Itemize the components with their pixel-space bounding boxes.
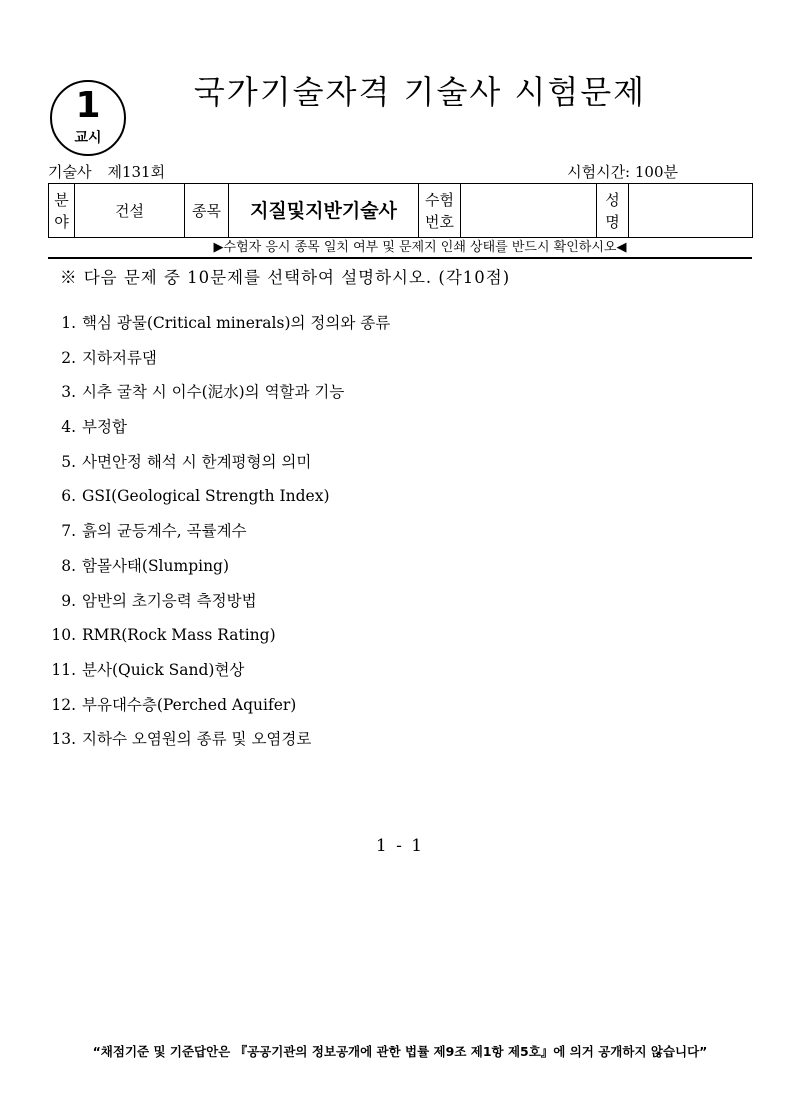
question-item xyxy=(44,728,390,763)
question-text: 부유대수층(Perched Aquifer) xyxy=(82,695,297,714)
question-number: 4. xyxy=(61,418,76,437)
field-label-text: 분 야 xyxy=(54,190,69,231)
page-title: 국가기술자격 기술사 시험문제 xyxy=(193,73,647,111)
question-text: 시추 굴착 시 이수(泥水)의 역할과 기능 xyxy=(82,383,345,402)
question-number: 3. xyxy=(61,383,76,402)
exam-time: 시험시간: 100분 xyxy=(567,163,678,181)
question-text: 함몰사태(Slumping) xyxy=(82,556,230,575)
period-label: 교시 xyxy=(74,130,102,146)
question-item xyxy=(44,624,390,659)
item-value: 지질및지반기술사 xyxy=(229,184,419,238)
question-number: 2. xyxy=(61,348,76,367)
question-text: 지하수 오염원의 종류 및 오염경로 xyxy=(82,730,312,749)
question-item xyxy=(44,555,390,590)
question-number: 10. xyxy=(51,626,76,645)
question-item xyxy=(44,659,390,694)
question-number: 5. xyxy=(61,452,76,471)
question-item xyxy=(44,381,390,416)
exam-number-label-text: 수험 번호 xyxy=(425,190,454,231)
question-number: 8. xyxy=(61,556,76,575)
question-item xyxy=(44,416,390,451)
field-label xyxy=(49,184,75,238)
question-item xyxy=(44,312,390,347)
question-text: 지하저류댐 xyxy=(82,348,157,367)
question-text: 암반의 초기응력 측정방법 xyxy=(82,591,257,610)
period-number: 1 xyxy=(75,85,101,126)
question-text: 분사(Quick Sand)현상 xyxy=(82,660,245,679)
question-text: 핵심 광물(Critical minerals)의 정의와 종류 xyxy=(82,314,391,332)
question-text: GSI(Geological Strength Index) xyxy=(82,487,330,506)
question-number: 11. xyxy=(51,660,76,679)
question-number: 9. xyxy=(61,591,76,610)
exam-number-label xyxy=(419,184,461,238)
name-label xyxy=(597,184,629,238)
name-field[interactable] xyxy=(629,184,753,238)
question-item xyxy=(44,590,390,625)
exam-type: 기술사 xyxy=(48,163,92,181)
question-list xyxy=(44,312,390,763)
question-item xyxy=(44,520,390,555)
field-value: 건설 xyxy=(75,184,185,238)
question-number: 13. xyxy=(51,730,76,749)
divider xyxy=(48,257,752,259)
question-number: 6. xyxy=(61,487,76,506)
check-notice: ▶수험자 응시 종목 일치 여부 및 문제지 인쇄 상태를 반드시 확인하시오◀ xyxy=(213,240,627,255)
question-number: 12. xyxy=(51,695,76,714)
footer-note: “채점기준 및 기준답안은 『공공기관의 정보공개에 관한 법률 제9조 제1항 제5호』에 의거 공개하지 않습니다” xyxy=(92,1044,708,1059)
candidate-info-table xyxy=(48,183,753,238)
page-number: 1 - 1 xyxy=(375,836,425,856)
exam-number-field[interactable] xyxy=(461,184,597,238)
question-item xyxy=(44,485,390,520)
question-item xyxy=(44,451,390,486)
question-text: 부정합 xyxy=(82,418,127,437)
exam-meta xyxy=(48,163,165,181)
period-badge xyxy=(50,80,126,156)
item-label: 종목 xyxy=(185,184,229,238)
question-number: 7. xyxy=(61,522,76,541)
instruction: ※ 다음 문제 중 10문제를 선택하여 설명하시오. (각10점) xyxy=(60,268,511,287)
question-number: 1. xyxy=(61,314,76,332)
question-text: 흙의 균등계수, 곡률계수 xyxy=(82,522,247,541)
question-item xyxy=(44,347,390,382)
name-label-text: 성 명 xyxy=(605,190,620,231)
question-text: RMR(Rock Mass Rating) xyxy=(82,626,276,645)
question-text: 사면안정 해석 시 한계평형의 의미 xyxy=(82,452,312,471)
exam-round: 제131회 xyxy=(107,163,166,181)
question-item xyxy=(44,694,390,729)
